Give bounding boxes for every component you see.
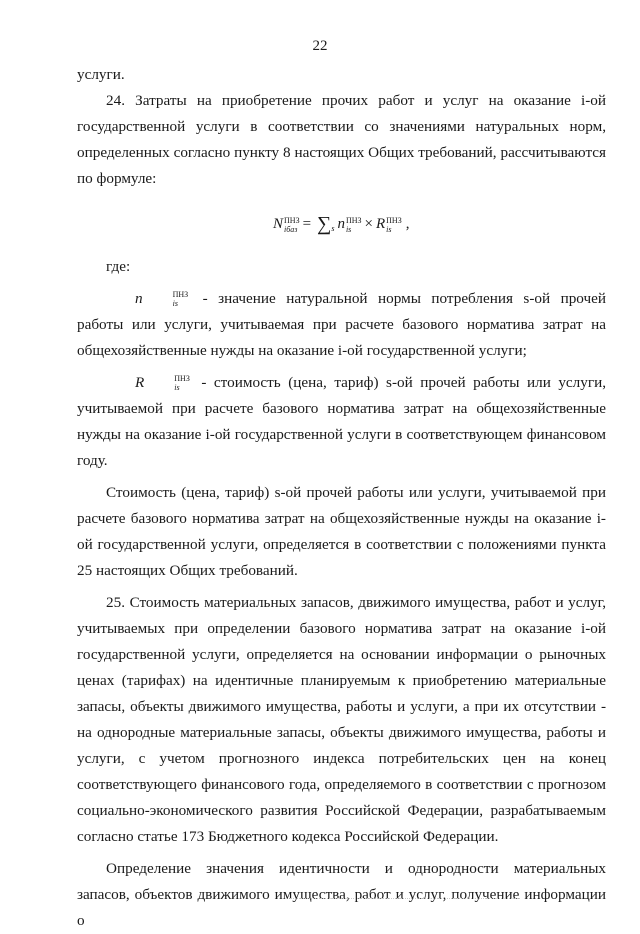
scan-artifact-line — [290, 898, 520, 899]
page-number: 22 — [312, 38, 328, 54]
paragraph-24: 24. Затраты на приобретение прочих работ и услуг на оказание i-ой государственной услуги в соответствии со значениями натуральных норм, определенных согласно пункту 8 настоящих Общих требований, рассчитываются по формуле: — [77, 92, 606, 187]
definition-n-symbol: n ПНЗ is — [135, 290, 189, 308]
formula-times: × — [364, 216, 373, 232]
definition-R — [77, 370, 606, 474]
definition-R-text: - стоимость (цена, тариф) s-ой прочей работы или услуги, учитываемой при расчете базового норматива затрат на общехозяйственные нужды на оказание i-ой государственной услуги в соответствующем финансовом году. — [77, 374, 606, 469]
formula-block — [77, 198, 606, 250]
formula-equals: = — [302, 216, 312, 232]
formula-comma: , — [405, 216, 410, 232]
paragraph-continuation: услуги. — [77, 66, 125, 83]
paragraph-cost: Стоимость (цена, тариф) s-ой прочей работы или услуги, учитываемой при расчете базового норматива затрат на общехозяйственные нужды на оказание i-ой государственной услуги, определяется в соответствии с положениями пункта 25 настоящих Общих требований. — [77, 484, 606, 579]
formula-N: N ПНЗ iбаз — [273, 215, 300, 234]
definition-R-symbol: R ПНЗ is — [135, 374, 190, 392]
definition-n — [77, 286, 606, 364]
paragraph-25: 25. Стоимость материальных запасов, движимого имущества, работ и услуг, учитываемых при определении базового норматива затрат на оказание i-ой государственной услуги, определяется на основании информации о рыночных ценах (тарифах) на идентичные планируемым к приобретению материальные запасы, объекты движимого имущества, работы и услуги, а при их отсутствии - на однородные материальные запасы, объекты движимого имущества, работы и услуги, с учетом прогнозного индекса потребительских цен на конец соответствующего финансового года, определяемого в соответствии с прогнозом социально-экономического развития Российской Федерации, разрабатываемым согласно статье 173 Бюджетного кодекса Российской Федерации. — [77, 594, 606, 845]
formula-sum-index: s — [331, 224, 335, 233]
formula-sum: ∑ — [317, 213, 332, 235]
paragraph-definition: Определение значения идентичности и однородности материальных запасов, объектов движимого имущества, работ и услуг, получение информации о — [77, 860, 606, 929]
formula-R: R ПНЗ is — [375, 215, 402, 234]
where-label: где: — [106, 258, 131, 275]
definition-n-text: - значение натуральной нормы потребления s-ой прочей работы или услуги, учитываемая при расчете базового норматива затрат на общехозяйственные нужды на оказание i-ой государственной услуги; — [77, 290, 606, 359]
document-body — [77, 62, 606, 934]
formula-n: n ПНЗ is — [337, 215, 362, 234]
